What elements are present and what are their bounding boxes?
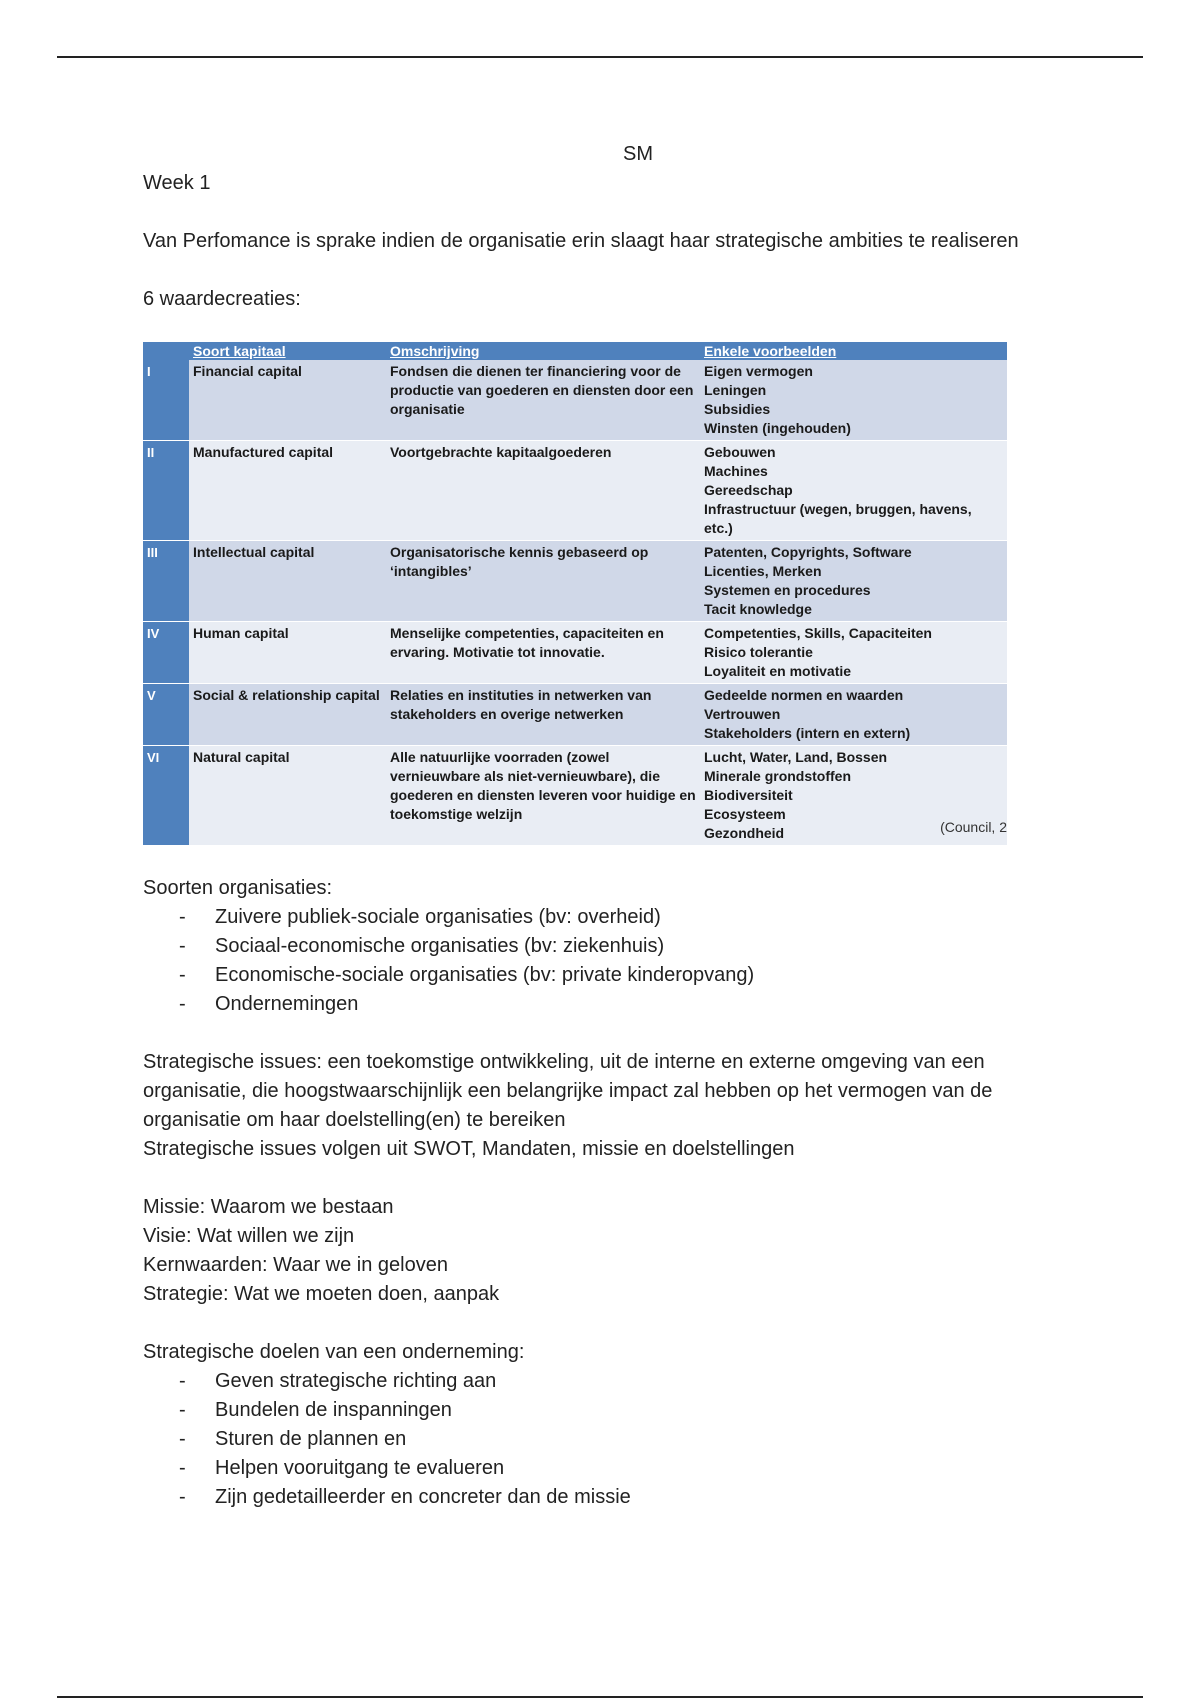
table-citation: (Council, 2 [936,813,1007,842]
example-item: Risico tolerantie [704,644,813,660]
row-number: V [143,684,189,746]
header-description: Omschrijving [386,342,700,360]
capital-examples [700,360,1007,441]
row-number: VI [143,746,189,846]
table-row [143,441,1007,541]
strategic-issues-definition: Strategische issues: een toekomstige ontwikkeling, uit de interne en externe omgeving van een organisatie, die hoogstwaarschijnlijk een belangrijke impact zal hebben op het vermogen van de organisatie om haar doelstelling(en) te bereiken [143,1051,993,1131]
capital-description: Organisatorische kennis gebaseerd op ‘intangibles’ [386,541,700,622]
list-item: - Helpen vooruitgang te evalueren [215,1454,1073,1483]
list-item: - Sturen de plannen en [215,1425,1073,1454]
capital-examples [700,684,1007,746]
example-item: Competenties, Skills, Capaciteiten [704,625,932,641]
example-item: Patenten, Copyrights, Software [704,544,912,560]
capital-description: Voortgebrachte kapitaalgoederen [386,441,700,541]
document-title: SM [623,143,653,165]
list-item: - Bundelen de inspanningen [215,1396,1073,1425]
list-item: - Economische-sociale organisaties (bv: private kinderopvang) [215,961,1073,990]
capital-type: Financial capital [189,360,386,441]
footer-rule [57,1696,1143,1698]
list-item: - Zijn gedetailleerder en concreter dan de missie [215,1483,1073,1512]
example-item: Tacit knowledge [704,601,812,617]
capital-examples [700,541,1007,622]
capital-table [143,342,1007,846]
example-item: Ecosysteem [704,806,786,822]
header-type: Soort kapitaal [189,342,386,360]
example-item: Stakeholders (intern en extern) [704,725,911,741]
example-item: Biodiversiteit [704,787,793,803]
table-row [143,541,1007,622]
week-heading: Week 1 [143,172,211,194]
goals-heading: Strategische doelen van een onderneming: [143,1341,525,1363]
capital-table-header-row [143,342,1007,360]
performance-definition: Van Perfomance is sprake indien de organisatie erin slaagt haar strategische ambities te realiseren [143,230,1019,252]
example-item: Gezondheid [704,825,785,841]
row-number: I [143,360,189,441]
capital-description: Relaties en instituties in netwerken van stakeholders en overige netwerken [386,684,700,746]
example-item: Subsidies [704,401,771,417]
header-rule [57,56,1143,58]
capital-table-figure [143,342,1007,846]
example-item: Gedeelde normen en waarden [704,687,904,703]
row-number: II [143,441,189,541]
example-item: Lucht, Water, Land, Bossen [704,749,888,765]
capital-type: Intellectual capital [189,541,386,622]
capital-type: Manufactured capital [189,441,386,541]
example-item: Machines [704,463,768,479]
example-item: Leningen [704,382,767,398]
capital-type: Human capital [189,622,386,684]
table-row [143,622,1007,684]
organisations-heading: Soorten organisaties: [143,877,333,899]
example-item: Systemen en procedures [704,582,871,598]
list-item: - Zuivere publiek-sociale organisaties (bv: overheid) [215,903,1073,932]
organisations-list [143,903,1073,1019]
value-creation-heading: 6 waardecreaties: [143,288,301,310]
example-item: Gebouwen [704,444,776,460]
list-item: - Ondernemingen [215,990,1073,1019]
example-item: Infrastructuur (wegen, bruggen, havens, etc.) [704,501,972,536]
example-item: Vertrouwen [704,706,781,722]
row-number: III [143,541,189,622]
example-item: Winsten (ingehouden) [704,420,851,436]
capital-description: Alle natuurlijke voorraden (zowel vernieuwbare als niet-vernieuwbare), die goederen en diensten leveren voor huidige en toekomstige welzijn [386,746,700,846]
document-body [143,140,1073,1512]
row-number: IV [143,622,189,684]
list-item: - Sociaal-economische organisaties (bv: ziekenhuis) [215,932,1073,961]
example-item: Gereedschap [704,482,793,498]
header-examples: Enkele voorbeelden [700,342,1007,360]
example-item: Minerale grondstoffen [704,768,852,784]
goals-list [143,1367,1073,1512]
example-item: Licenties, Merken [704,563,822,579]
example-item: Eigen vermogen [704,363,813,379]
capital-type: Social & relationship capital [189,684,386,746]
capital-type: Natural capital [189,746,386,846]
header-num [143,342,189,360]
vision-line: Visie: Wat willen we zijn [143,1225,355,1247]
core-values-line: Kernwaarden: Waar we in geloven [143,1254,448,1276]
table-row [143,746,1007,846]
list-item: - Geven strategische richting aan [215,1367,1073,1396]
strategic-issues-source: Strategische issues volgen uit SWOT, Mandaten, missie en doelstellingen [143,1138,795,1160]
mission-line: Missie: Waarom we bestaan [143,1196,394,1218]
example-item: Loyaliteit en motivatie [704,663,852,679]
table-row [143,684,1007,746]
capital-description: Fondsen die dienen ter financiering voor de productie van goederen en diensten door een organisatie [386,360,700,441]
capital-examples [700,622,1007,684]
strategy-line: Strategie: Wat we moeten doen, aanpak [143,1283,500,1305]
table-row [143,360,1007,441]
capital-description: Menselijke competenties, capaciteiten en ervaring. Motivatie tot innovatie. [386,622,700,684]
capital-examples [700,441,1007,541]
